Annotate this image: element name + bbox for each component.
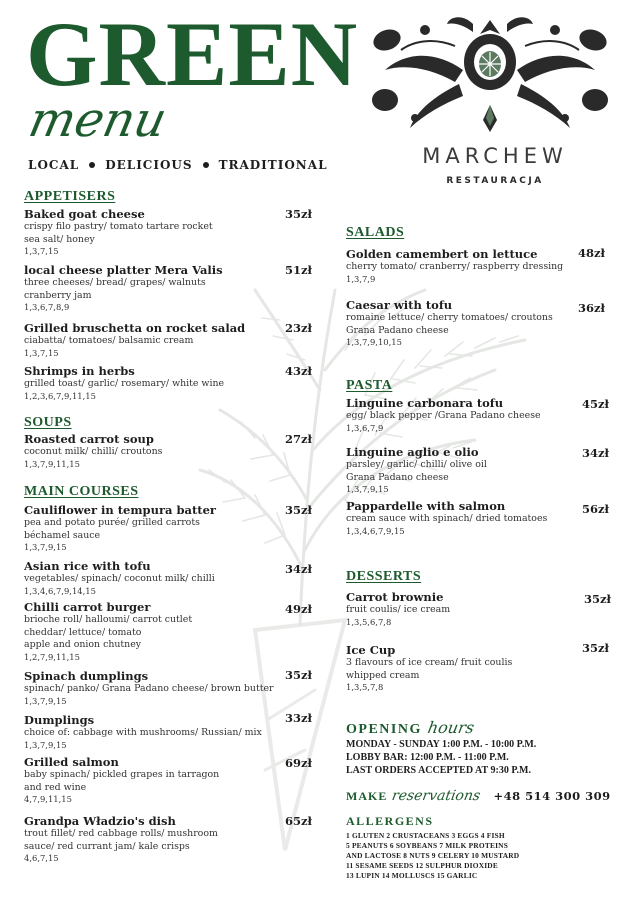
reservations-title: MAKE (346, 789, 388, 803)
item-name: Grandpa Władzio's dish (24, 814, 176, 828)
item-description: romaine lettuce/ cherry tomatoes/ croutons (346, 312, 553, 323)
item-name: Pappardelle with salmon (346, 499, 506, 513)
menu-item (346, 298, 553, 349)
item-name: Baked goat cheese (24, 207, 145, 221)
item-name: Grilled salmon (24, 755, 119, 769)
menu-subtitle: menu (24, 92, 172, 148)
item-allergens: 1,3,7,9,15 (24, 739, 67, 750)
opening-hours-script: hours (426, 718, 476, 737)
item-price: 65zł (285, 814, 312, 828)
item-description: cranberry jam (24, 289, 92, 301)
item-price: 23zł (285, 321, 312, 335)
item-description: choice of: cabbage with mushrooms/ Russian/ mix (24, 727, 262, 738)
menu-item (24, 432, 162, 470)
hours-line: MONDAY - SUNDAY 1:00 P.M. - 10:00 P.M. (346, 739, 537, 750)
item-description: Grana Padano cheese (346, 471, 449, 483)
menu-item (24, 669, 274, 707)
item-name: Ice Cup (346, 643, 396, 657)
menu-item (24, 600, 192, 663)
opening-hours-title: OPENING (346, 722, 422, 737)
item-allergens: 1,3,4,6,7,9,14,15 (24, 585, 96, 596)
item-name: Dumplings (24, 713, 95, 727)
allergen-line: 5 PEANUTS 6 SOYBEANS 7 MILK PROTEINS (346, 841, 509, 850)
item-description: three cheeses/ bread/ grapes/ walnuts (24, 277, 206, 288)
reservations-line (346, 788, 611, 804)
item-allergens: 1,3,5,7,8 (346, 682, 384, 692)
allergen-line: 11 SESAME SEEDS 12 SULPHUR DIOXIDE (346, 861, 498, 870)
item-description: cream sauce with spinach/ dried tomatoes (346, 513, 548, 524)
item-price: 35zł (285, 503, 312, 517)
item-allergens: 1,2,3,6,7,9,11,15 (24, 390, 96, 401)
item-price: 43zł (285, 364, 312, 378)
item-allergens: 1,3,7,9,10,15 (346, 337, 402, 347)
item-price: 34zł (582, 446, 609, 460)
item-allergens: 1,3,7,9,11,15 (24, 458, 80, 469)
folk-ornament-icon (355, 10, 625, 135)
section-main-courses: MAIN COURSES (24, 484, 139, 499)
item-description: pea and potato purée/ grilled carrots (24, 517, 200, 528)
hours-line: LAST ORDERS ACCEPTED AT 9:30 P.M. (346, 765, 531, 776)
item-description: egg/ black pepper /Grana Padano cheese (346, 410, 541, 421)
menu-item (346, 643, 512, 694)
section-appetisers: APPETISERS (24, 189, 116, 204)
item-name: Roasted carrot soup (24, 432, 154, 446)
allergen-line: 1 GLUTEN 2 CRUSTACEANS 3 EGGS 4 FISH (346, 831, 505, 840)
phone-number[interactable]: +48 514 300 309 (493, 789, 611, 803)
item-allergens: 1,3,6,7,9 (346, 422, 384, 433)
item-name: Grilled bruschetta on rocket salad (24, 321, 246, 335)
item-description: grilled toast/ garlic/ rosemary/ white wine (24, 378, 225, 389)
item-allergens: 1,3,7,15 (24, 347, 59, 358)
item-price: 36zł (578, 301, 605, 315)
item-description: trout fillet/ red cabbage rolls/ mushroom (24, 828, 218, 839)
menu-item (346, 590, 450, 628)
allergens-title: ALLERGENS (346, 814, 434, 828)
item-description: fruit coulis/ ice cream (346, 604, 451, 615)
item-description: apple and onion chutney (24, 639, 142, 650)
item-name: Caesar with tofu (346, 298, 453, 312)
item-allergens: 4,6,7,15 (24, 853, 59, 863)
opening-hours-heading (346, 718, 474, 738)
item-price: 48zł (578, 246, 605, 260)
item-price: 34zł (285, 562, 312, 576)
menu-item (24, 321, 245, 359)
item-name: Linguine carbonara tofu (346, 396, 504, 410)
menu-item (24, 364, 224, 402)
item-description: baby spinach/ pickled grapes in tarragon (24, 769, 220, 780)
item-name: Shrimps in herbs (24, 364, 135, 378)
item-name: Linguine aglio e olio (346, 445, 479, 459)
item-allergens: 1,3,7,15 (24, 246, 59, 256)
item-name: Carrot brownie (346, 590, 444, 604)
menu-item (24, 263, 223, 314)
restaurant-name: MARCHEW (422, 144, 568, 168)
reservations-script: reservations (390, 788, 482, 804)
item-price: 35zł (285, 668, 312, 682)
tagline (28, 158, 328, 172)
item-description: cheddar/ lettuce/ tomato (24, 626, 142, 638)
tagline-delicious: DELICIOUS (105, 158, 193, 172)
bullet-icon (203, 162, 209, 168)
item-description: crispy filo pastry/ tomato tartare rocket (24, 221, 213, 232)
section-desserts: DESSERTS (346, 569, 422, 584)
section-salads: SALADS (346, 225, 405, 240)
restaurant-type: RESTAURACJA (446, 176, 544, 186)
allergen-line: 13 LUPIN 14 MOLLUSCS 15 GARLIC (346, 871, 478, 880)
item-description: brioche roll/ halloumi/ carrot cutlet (24, 614, 193, 625)
menu-item (346, 445, 487, 496)
item-description: 3 flavours of ice cream/ fruit coulis (346, 657, 513, 668)
item-name: Asian rice with tofu (24, 559, 151, 573)
item-price: 35zł (582, 641, 609, 655)
menu-item (24, 755, 219, 806)
item-description: Grana Padano cheese (346, 324, 449, 336)
item-description: and red wine (24, 781, 87, 793)
item-description: whipped cream (346, 669, 420, 681)
item-price: 35zł (584, 592, 611, 606)
item-allergens: 1,3,4,6,7,9,15 (346, 525, 405, 536)
item-allergens: 1,3,7,9,15 (24, 695, 67, 706)
hours-line: LOBBY BAR: 12:00 P.M. - 11:00 P.M. (346, 752, 509, 763)
menu-item (24, 559, 215, 597)
item-description: coconut milk/ chilli/ croutons (24, 446, 163, 457)
tagline-local: LOCAL (28, 158, 80, 172)
item-description: parsley/ garlic/ chilli/ olive oil (346, 459, 487, 470)
menu-item (24, 713, 262, 751)
bullet-icon (89, 162, 95, 168)
menu-item (346, 247, 563, 285)
menu-item (346, 499, 547, 537)
menu-item (24, 207, 213, 258)
menu-item (24, 814, 218, 865)
allergen-line: AND LACTOSE 8 NUTS 9 CELERY 10 MUSTARD (346, 851, 520, 860)
section-pasta: PASTA (346, 378, 393, 393)
item-price: 33zł (285, 711, 312, 725)
item-allergens: 1,3,7,9,15 (346, 484, 389, 494)
item-price: 56zł (582, 502, 609, 516)
section-soups: SOUPS (24, 415, 72, 430)
item-price: 51zł (285, 263, 312, 277)
tagline-traditional: TRADITIONAL (218, 158, 328, 172)
item-description: ciabatta/ tomatoes/ balsamic cream (24, 335, 194, 346)
item-description: vegetables/ spinach/ coconut milk/ chilli (24, 573, 215, 584)
item-price: 27zł (285, 432, 312, 446)
menu-title: GREEN (26, 3, 359, 105)
item-price: 69zł (285, 756, 312, 770)
menu-item (346, 396, 541, 434)
item-name: Spinach dumplings (24, 669, 149, 683)
item-description: sauce/ red currant jam/ kale crisps (24, 840, 190, 852)
item-allergens: 1,3,7,9,15 (24, 542, 67, 552)
item-allergens: 4,7,9,11,15 (24, 794, 72, 804)
item-allergens: 1,3,7,9 (346, 273, 376, 284)
item-description: sea salt/ honey (24, 233, 95, 245)
item-allergens: 1,3,6,7,8,9 (24, 302, 70, 312)
item-description: spinach/ panko/ Grana Padano cheese/ brown butter (24, 683, 274, 694)
item-description: béchamel sauce (24, 529, 101, 541)
item-name: Golden camembert on lettuce (346, 247, 538, 261)
item-description: cherry tomato/ cranberry/ raspberry dressing (346, 261, 564, 272)
item-price: 49zł (285, 602, 312, 616)
item-name: local cheese platter Mera Valis (24, 263, 223, 277)
item-name: Cauliflower in tempura batter (24, 503, 216, 517)
item-price: 45zł (582, 397, 609, 411)
item-allergens: 1,2,7,9,11,15 (24, 651, 80, 662)
menu-item (24, 503, 216, 554)
item-allergens: 1,3,5,6,7,8 (346, 616, 392, 627)
item-price: 35zł (285, 207, 312, 221)
item-name: Chilli carrot burger (24, 600, 151, 614)
